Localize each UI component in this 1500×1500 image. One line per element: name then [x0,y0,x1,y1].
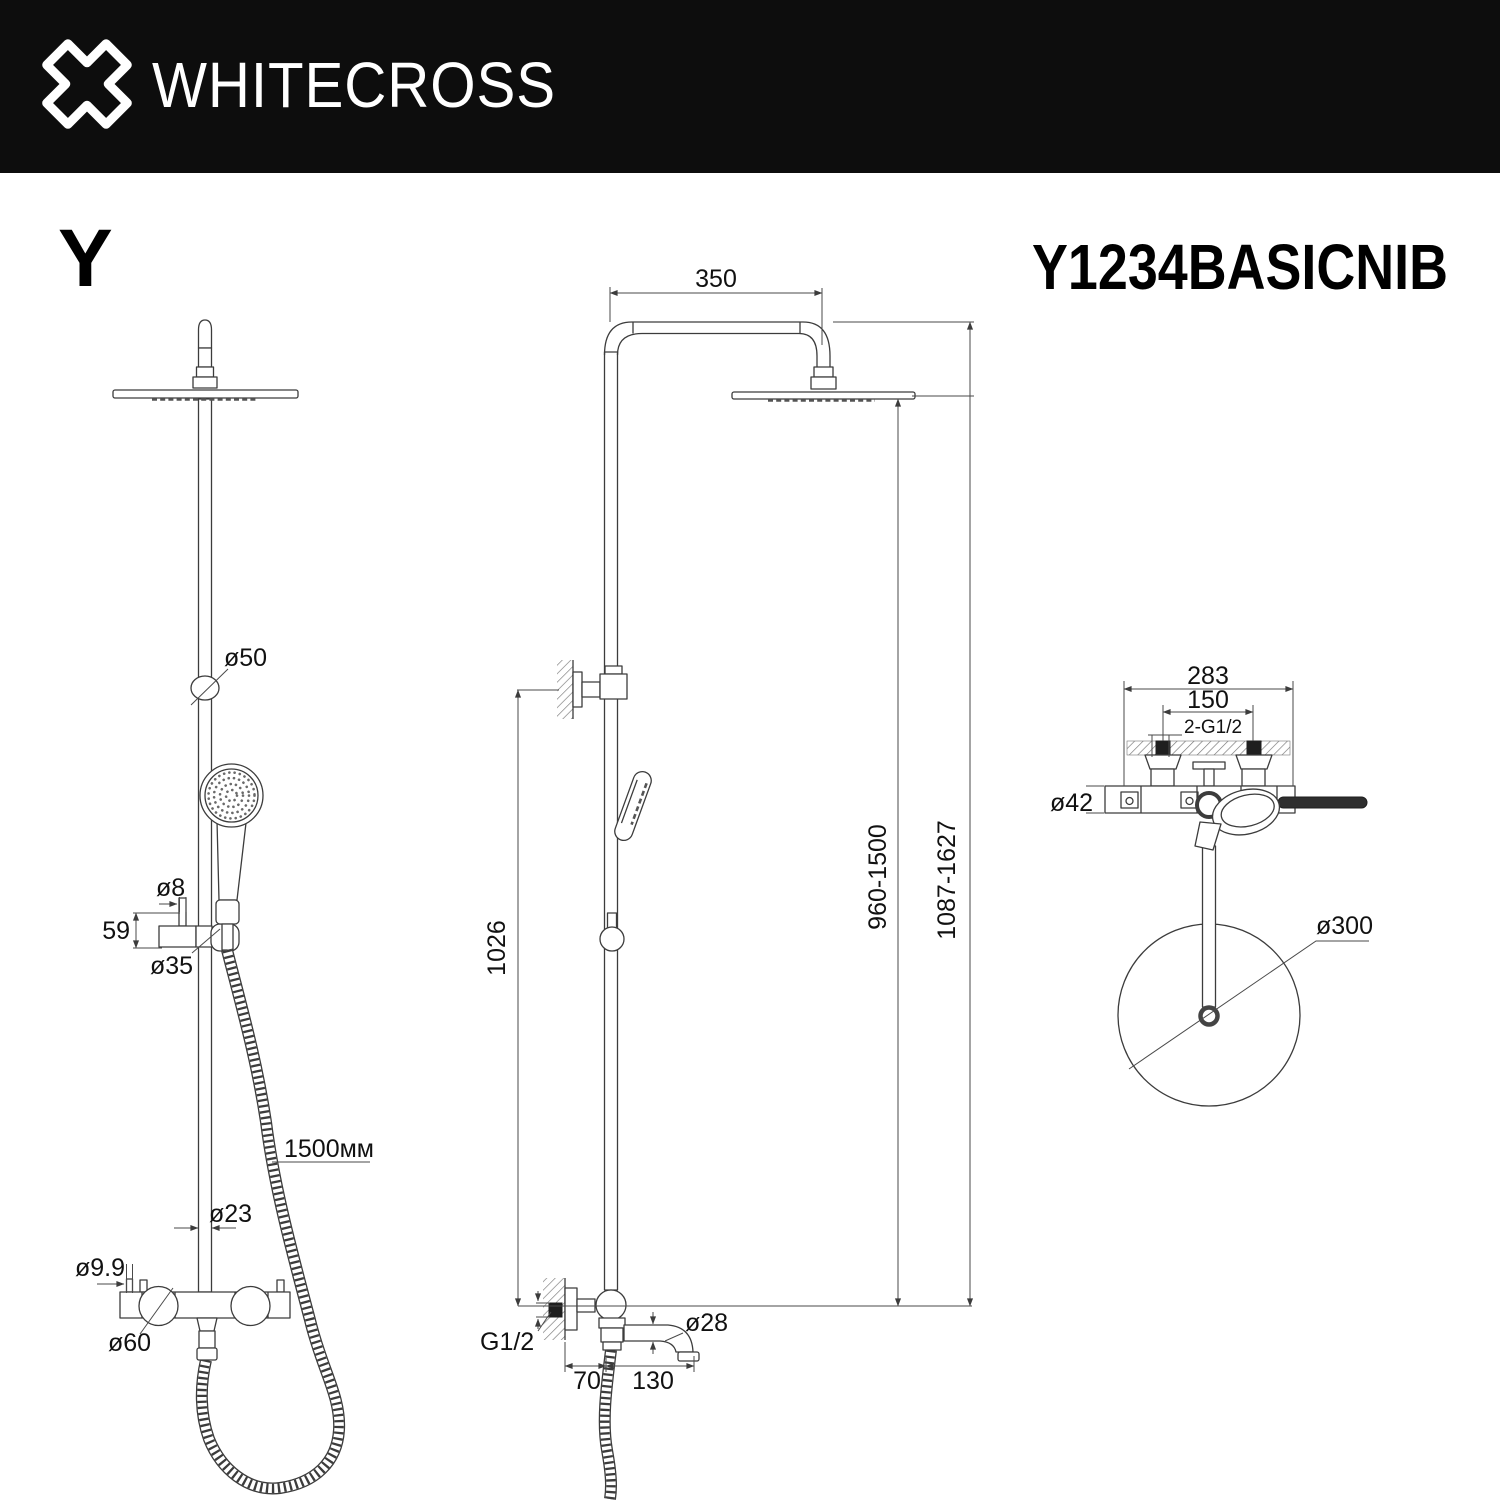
dim-wall-thread: G1/2 [480,1328,535,1356]
dim-inlet-spacing: 150 [1187,686,1229,714]
slider-knob [191,676,219,700]
mixer-handle-left [139,1287,178,1326]
wall-connection [543,1278,595,1340]
dim-bracket-height: 59 [102,917,130,945]
inlet-thread-left [1156,741,1170,755]
slider-knob-side [600,913,624,951]
front-view [75,320,374,1488]
dim-handle-pin-diameter: ø9.9 [75,1254,126,1282]
wall-strip [1127,741,1290,755]
dim-body-diameter: ø42 [1050,789,1094,817]
riser-pipe [199,399,212,1292]
dim-bracket-pin-diameter: ø8 [156,874,186,902]
hose-below-spout [605,1350,611,1499]
dim-inlet-threads: 2-G1/2 [1184,717,1243,738]
dim-mixer-handle-diameter: ø60 [108,1329,152,1357]
dim-pipe-diameter: ø23 [209,1200,253,1228]
top-cap [193,320,217,388]
side-dimensions [480,265,974,1395]
dim-head-height-range: 960-1500 [864,824,892,930]
dim-head-diameter: ø300 [1316,912,1373,940]
dim-body-width: 283 [1187,662,1229,690]
dim-wall-offset: 70 [573,1367,601,1395]
dim-hose-length: 1500мм [284,1135,374,1163]
dim-spout-reach: 130 [632,1367,674,1395]
inlet-thread-right [1247,741,1261,755]
series-letter: Y [58,213,113,304]
dim-total-height-range: 1087-1627 [933,820,961,940]
diverter-stem [1193,762,1225,786]
brand-name: WHITECROSS [152,49,556,121]
header-banner [0,0,1500,173]
shower-arm [605,322,837,389]
top-view [1050,662,1373,1106]
rain-shower-head-side [732,392,915,401]
hand-shower-side [612,769,654,843]
front-dimensions [75,644,374,1357]
dim-bracket-diameter: ø35 [150,952,194,980]
dim-bracket-height-side: 1026 [483,920,511,976]
model-code: Y1234BASICNIB [1032,231,1448,303]
down-tube [1203,846,1216,1007]
dim-arm-reach: 350 [695,265,737,293]
mixer-handle-right [231,1287,270,1326]
rain-shower-head [113,390,298,400]
lever-handle [1278,797,1367,808]
dim-slider-diameter: ø50 [224,644,268,672]
riser-pipe-side [605,352,618,1290]
bath-spout [596,1290,699,1361]
side-view [480,265,974,1499]
dim-spout-diameter: ø28 [685,1309,729,1337]
